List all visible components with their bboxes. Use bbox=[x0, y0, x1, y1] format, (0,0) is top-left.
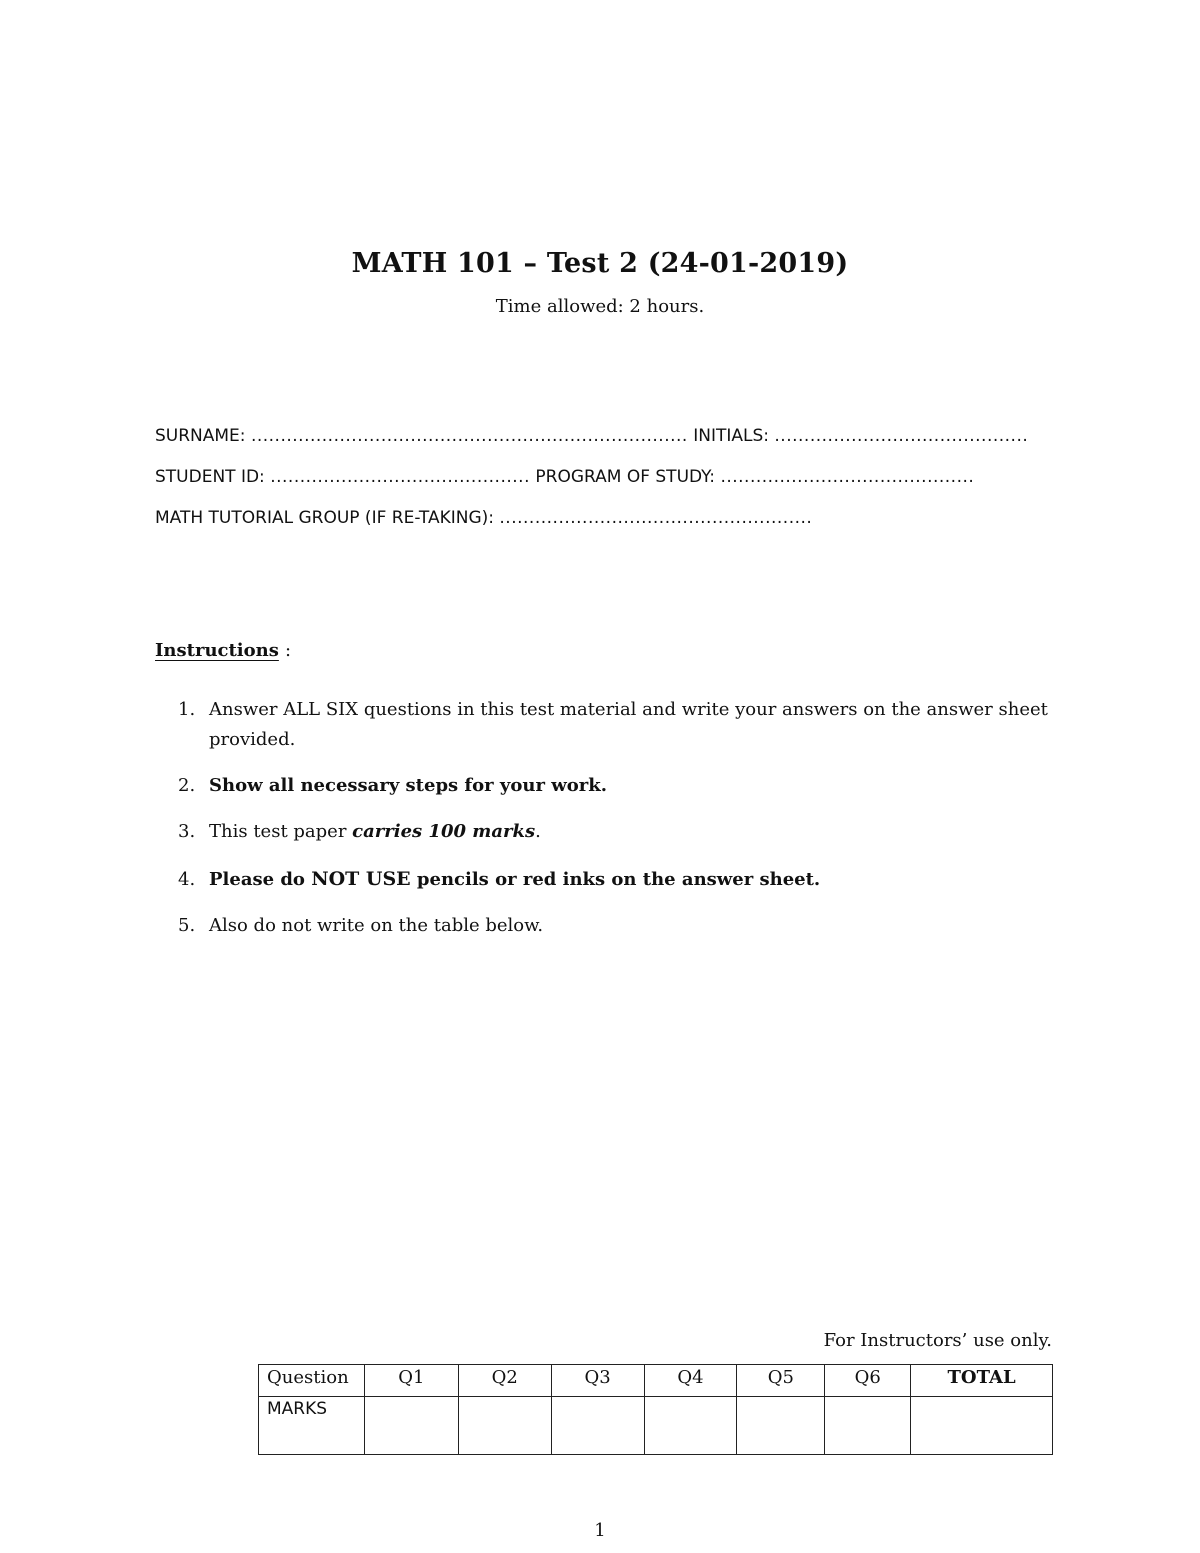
surname-initials-line bbox=[155, 426, 1028, 446]
instruction-number: 4. bbox=[178, 869, 196, 890]
page-number: 1 bbox=[594, 1520, 606, 1541]
column-header-total: TOTAL bbox=[911, 1365, 1053, 1397]
table-header-row bbox=[259, 1365, 1053, 1397]
instruction-text: Please do bbox=[209, 869, 312, 890]
page-title: MATH 101 – Test 2 (24-01-2019) bbox=[351, 248, 849, 279]
marks-cell-q3 bbox=[551, 1397, 644, 1455]
program-label: PROGRAM OF STUDY: bbox=[535, 467, 716, 487]
marks-cell-q5 bbox=[737, 1397, 825, 1455]
column-header-q3: Q3 bbox=[551, 1365, 644, 1397]
instruction-item-4 bbox=[178, 864, 1058, 895]
instruction-item-1 bbox=[178, 695, 1058, 755]
surname-label: SURNAME: bbox=[155, 426, 246, 446]
instruction-emphasis: NOT USE bbox=[311, 868, 411, 890]
instruction-text: Also do not write on the table below. bbox=[209, 915, 544, 936]
instruction-number: 5. bbox=[178, 915, 196, 936]
column-header-q1: Q1 bbox=[364, 1365, 458, 1397]
instruction-item-3 bbox=[178, 817, 1058, 847]
marks-cell-q4 bbox=[644, 1397, 737, 1455]
tutorial-group-label: MATH TUTORIAL GROUP (IF RE-TAKING): bbox=[155, 508, 494, 528]
marks-cell-q1 bbox=[364, 1397, 458, 1455]
instruction-text: Show all necessary steps for your work. bbox=[209, 775, 607, 796]
instruction-text: This test paper bbox=[209, 821, 353, 842]
surname-field[interactable]: .......................................................................... bbox=[250, 426, 688, 446]
marks-table bbox=[258, 1364, 1053, 1455]
student-id-label: STUDENT ID: bbox=[155, 467, 265, 487]
instruction-text-end: . bbox=[535, 821, 541, 842]
instruction-item-5 bbox=[178, 911, 1058, 941]
student-id-program-line bbox=[155, 467, 974, 487]
program-field[interactable]: ........................................... bbox=[720, 467, 975, 487]
column-header-q2: Q2 bbox=[458, 1365, 551, 1397]
table-row bbox=[259, 1397, 1053, 1455]
column-header-q5: Q5 bbox=[737, 1365, 825, 1397]
instruction-number: 3. bbox=[178, 821, 196, 842]
marks-cell-total bbox=[911, 1397, 1053, 1455]
marks-label: MARKS bbox=[259, 1397, 365, 1455]
instructions-heading: Instructions bbox=[155, 640, 279, 661]
column-header-q6: Q6 bbox=[825, 1365, 911, 1397]
student-id-field[interactable]: ............................................ bbox=[270, 467, 530, 487]
instruction-text: Answer ALL SIX questions in this test material and write your answers on the answer sheet bbox=[209, 699, 1048, 720]
initials-field[interactable]: ........................................... bbox=[774, 426, 1029, 446]
column-header-q4: Q4 bbox=[644, 1365, 737, 1397]
question-header: Question bbox=[259, 1365, 365, 1397]
instruction-emphasis: carries 100 marks bbox=[352, 821, 536, 842]
instruction-number: 1. bbox=[178, 699, 196, 720]
tutorial-group-field[interactable]: ..................................................... bbox=[499, 508, 813, 528]
marks-cell-q6 bbox=[825, 1397, 911, 1455]
instruction-number: 2. bbox=[178, 775, 196, 796]
instruction-text-end: pencils or red inks on the answer sheet. bbox=[410, 869, 821, 890]
instruction-item-2 bbox=[178, 771, 1058, 801]
marks-cell-q2 bbox=[458, 1397, 551, 1455]
instructions-heading-colon: : bbox=[285, 640, 292, 661]
initials-label: INITIALS: bbox=[693, 426, 769, 446]
tutorial-group-line bbox=[155, 508, 812, 528]
time-allowed: Time allowed: 2 hours. bbox=[495, 296, 705, 317]
instruction-text-continued: provided. bbox=[209, 729, 296, 750]
instructors-note: For Instructors’ use only. bbox=[823, 1330, 1052, 1351]
